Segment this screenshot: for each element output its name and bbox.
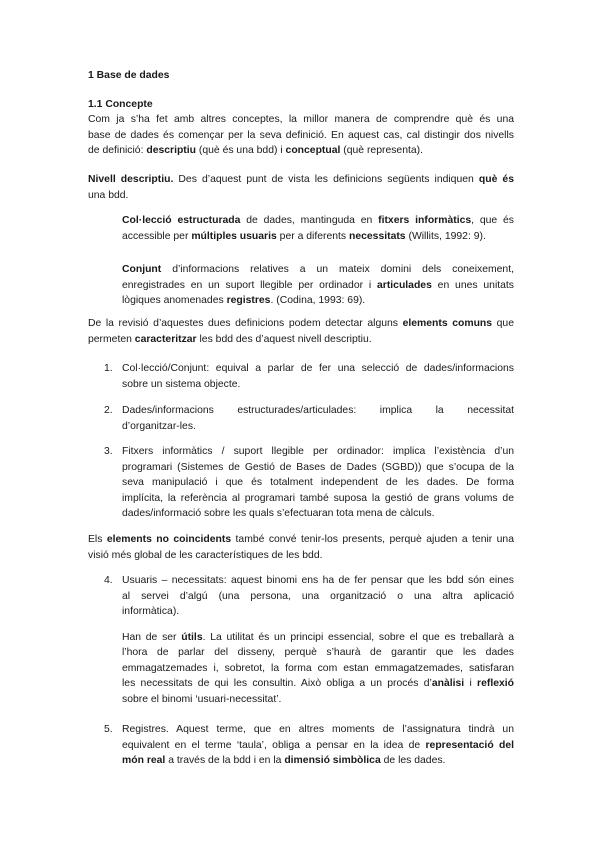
list-item-number: 1. [104, 363, 113, 374]
nivell-descriptiu-paragraph [88, 172, 514, 203]
nivell-line-2: una bdd. [88, 189, 129, 201]
revisio-line-2: permeten caracteritzar les bdd des d’aquest nivell descriptiu. [88, 333, 372, 345]
quote-1 [122, 213, 514, 244]
quote-2-line-1: Conjunt d’informacions relatives a un mateix domini dels coneixement, [122, 264, 514, 275]
quote-2-line-3: lògiques anomenades registres. (Codina, 1993: 69). [122, 295, 366, 306]
nivell-line-1: Nivell descriptiu. Des d’aquest punt de vista les definicions següents indiquen què és [88, 174, 514, 185]
item4-p-line-1: Han de ser útils. La utilitat és un principi essencial, sobre el que es treballarà a [122, 631, 515, 643]
list-item-number: 4. [104, 575, 113, 586]
heading-section-1 [88, 68, 508, 84]
item5-line-2: equivalent en el terme ‘taula’, obliga a pensar en la idea de representació del [122, 739, 514, 751]
quote-2 [122, 262, 514, 309]
intro-paragraph [88, 112, 514, 159]
quote-2-line-2: enregistrades en un suport llegible per ordinador i articulades en unes unitats [122, 279, 515, 291]
list-item: 5. Registres. Aquest terme, que en altres moments de l’assignatura tindrà un equivalent en el terme ‘taula’, obliga a pensar en la idea de representació del món real a través de la bdd i en la dimensió simbòlica de les dades. [104, 722, 514, 769]
list-item: 1. Col·lecció/Conjunt: equival a parlar de fer una selecció de dades/informacions sobre un sistema objecte. [104, 363, 514, 390]
revisio-paragraph [88, 316, 514, 347]
list-item: 3. Fitxers informàtics / suport llegible per ordinador: implica l’existència d’un programari (Sistemes de Gestió de Bases de Dades (SGBD)) que s’ocupa de la seva manipulació i que és totalment independent de les dades. De forma implícita, la referència al programari també suposa la gestió de grans volums de dades/informació sobre les quals s’efectuaran tota mena de càlculs. [104, 446, 514, 519]
intro-line-2: base de dades és començar per la seva definició. En aquest cas, cal distingir dos nivells [88, 129, 514, 141]
quote-1-line-1: Col·lecció estructurada de dades, mantinguda en fitxers informàtics, que és [122, 215, 514, 226]
heading-1-text: 1 Base de dades [88, 70, 170, 81]
heading-section-1-1 [88, 97, 508, 113]
heading-2-text: 1.1 Concepte [88, 99, 153, 110]
nocoinc-line-2: visió més global de les característiques de les bdd. [88, 549, 323, 561]
item4-p-line-4: les necessitats de qui les consultin. Això obliga a un procés d’anàlisi i reflexió [122, 678, 514, 689]
intro-line-1: Com ja s’ha fet amb altres conceptes, la millor manera de comprendre què és una [88, 114, 514, 125]
intro-line-3: de definició: descriptiu (què és una bdd) i conceptual (què representa). [88, 145, 423, 156]
nocoinc-line-1: Els elements no coincidents també convé tenir-los presents, perquè ajuden a tenir una [88, 534, 514, 545]
list-item: 4. Usuaris – necessitats: aquest binomi ens ha de fer pensar que les bdd són eines al servei d’algú (una persona, una organització o una altra aplicació informàtica). Han de ser útils. La utilitat és un principi essencial, sobre el que es treballarà a l’hora de parlar del disseny, perquè s’haurà de garantir que les dades emmagatzemades i, sobretot, la forma com estan emmagatzemades, satisfaran les necessitats de qui les consultin. Això obliga a un procés d’anàlisi i reflexió sobre el binomi ‘usuari-necessitat’. [104, 575, 515, 705]
item5-line-3: món real a través de la bdd i en la dimensió simbòlica de les dades. [122, 755, 446, 766]
revisio-line-1: De la revisió d’aquestes dues definicions podem detectar alguns elements comuns que [88, 318, 514, 329]
list-item-number: 2. [104, 405, 113, 416]
list-item-number: 5. [104, 724, 113, 735]
list-item: 2. Dades/informacions estructurades/articulades: implica la necessitat d’organitzar-les. [104, 405, 514, 432]
list-item-number: 3. [104, 446, 113, 457]
no-coincidents-paragraph [88, 532, 514, 563]
quote-1-line-2: accessible per múltiples usuaris per a diferents necessitats (Willits, 1992: 9). [122, 230, 486, 242]
